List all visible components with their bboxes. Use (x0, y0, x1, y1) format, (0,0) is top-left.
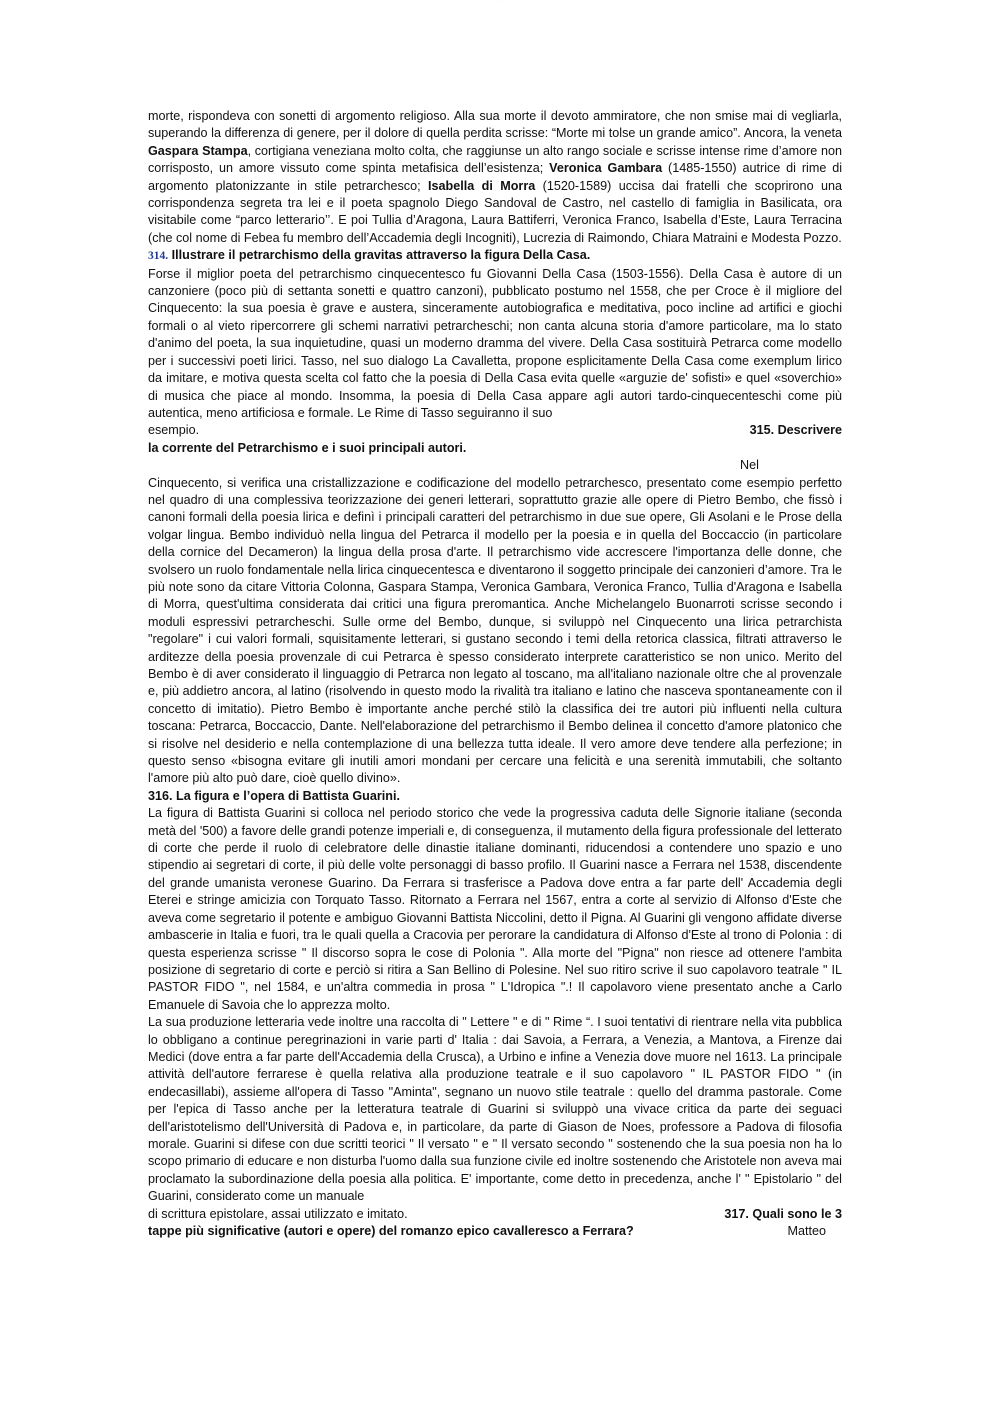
answer-316-part-2: La sua produzione letteraria vede inoltre una raccolta di " Lettere " e di " Rime “. I suoi tentativi di rientrare nella vita pubblica lo obbligano a continue peregrinazioni in varie parti d' Italia : dai Savoia, a Ferrara, a Venezia, a Mantova, a Firenze dai Medici (dove entra a far parte dell'Accademia della Crusca), a Urbino e infine a Venezia dove muore nel 1613. La principale attività dell'autore ferrarese è quella relativa alla produzione teatrale e il suo capolavoro " IL PASTOR FIDO " (in endecasillabi), assieme all'opera di Tasso "Aminta", segnano un nuovo stile teatrale : quello del dramma pastorale. Come per l'epica di Tasso anche per la letteratura teatrale di Guarini si sviluppò una vivace critica da parte dei seguaci dell'aristotelismo dell'Università di Padova e, in particolare, da parte di Giason de Noes, professore a Padova di filosofia morale. Guarini si difese con due scritti teorici " Il versato " e " Il versato secondo " sostenendo che la sua poesia non ha lo scopo primario di educare e non disturba l'uomo dalla sua funzione civile ed inoltre sostenendo che Aristotele non aveva mai proclamato la subordinazione della poesia alla politica. E' importante, come detto in precedenza, anche l' " Epistolario " del Guarini, considerato come un manuale (148, 1015, 842, 1204)
question-title: Illustrare il petrarchismo della gravitas attraverso la figura Della Casa. (171, 248, 591, 263)
answer-315: Cinquecento, si verifica una cristallizzazione e codificazione del modello petrarchesco, presentato come esempio perfetto nel quadro di una complessiva teorizzazione dei generi letterari, soprattutto grazie alle opere di Pietro Bembo, che fissò i canoni formali della poesia lirica e definì i principali caratteri del petrarchismo in due sue opere, Gli Asolani e le Prose della volgar lingua. Bembo individuò nella lingua del Petrarca il modello per la poesia e in quella del Boccaccio (in particolare della cornice del Decameron) la lingua della prosa d'arte. Il petrarchismo vide accrescere l'importanza delle donne, che svolsero un ruolo fondamentale nella lirica cinquecentesca e diventarono il soggetto principale dei canzonieri d’amore. Tra le più note sono da citare Vittoria Colonna, Gaspara Stampa, Veronica Gambara, Veronica Franco, Tullia d'Aragona e Isabella di Morra, quest'ultima considerata dai critici una figura preromantica. Anche Michelangelo Buonarroti scrisse secondo i moduli espressivi petrarcheschi. Sulle orme del Bembo, dunque, si sviluppò nel Cinquecento una lirica petrarchista "regolare" i cui valori formali, squisitamente letterari, si gustano secondo i temi della retorica classica, filtrati attraverso le arditezze della poesia provenzale di cui Petrarca è spesso considerato interprete caratteristico se non unico. Merito del Bembo è di aver considerato il linguaggio di Petrarca non legato al toscano, ma all'italiano nazionale oltre che al provenzale e, più addietro ancora, al latino (risolvendo in questo modo la rivalità tra italiano e latino che nasceva spontaneamente con il concetto di imitatio). Pietro Bembo è importante anche perché stilò la classifica dei tre autori più influenti nella cultura toscana: Petrarca, Boccaccio, Dante. Nell'elaborazione del petrarchismo il Bembo delinea il concetto d'amore platonico che si risolve nel desiderio e nella contemplazione di una bellezza tutta ideale. Il vero amore deve tendere alla perfezione; in questo senso «bisogna evitare gli inutili amori mondani per cercare una felicità e una serenità immutabili, che soltanto l'amore più alto può dare, cioè quello divino». (148, 475, 842, 786)
answer-317-lead: Matteo (787, 1224, 826, 1238)
answer-316-tail: di scrittura epistolare, assai utilizzato e imitato. 317. Quali sono le 3 (148, 1206, 842, 1223)
answer-315-lead: Nel (740, 458, 759, 473)
question-number: 314. (148, 250, 169, 263)
answer-314-tail: esempio. 315. Descrivere (148, 422, 842, 439)
name-veronica-gambara: Veronica Gambara (549, 161, 663, 176)
question-315-heading-start: 315. Descrivere (749, 423, 842, 438)
name-gaspara-stampa: Gaspara Stampa (148, 143, 248, 158)
page-header-mark: · · · · · (495, 0, 505, 3)
name-isabella-di-morra: Isabella di Morra (428, 178, 536, 193)
answer-316-part-1: La figura di Battista Guarini si colloca nel periodo storico che vede la progressiva caduta delle Signorie italiane (seconda metà del '500) a favore delle grandi potenze imperiali e, di conseguenza, il mutamento della figura professionale del letterato di corte che perde il ruolo di celebratore delle dinastie italiane dominanti, riducendosi a contendere uno spazio e uno stipendio ai segretari di corte, il più delle volte personaggi di basso profilo. Il Guarini nasce a Ferrara nel 1538, discendente del grande umanista veronese Guarino. Da Ferrara si trasferisce a Padova dove entra a far parte dell' Accademia degli Eterei e stringe amicizia con Torquato Tasso. Ritornato a Ferrara nel 1567, entra a corte al servizio di Alfonso d'Este che aveva come segretario il potente e ambiguo Giovanni Battista Niccolini, detto il Pigna. Al Guarini gli vengono affidate diverse ambascerie in Italia e fuori, tra le quali quella a Cracovia per perorare la candidatura di Alfonso d'Este al trono di Polonia : di questa esperienza scrisse " Il discorso sopra le cose di Polonia ". Alla morte del "Pigna" non riesce ad ottenere l'ambita posizione di segretario di corte e perciò si ritira a San Bellino di Polesine. Nel suo ritiro scrive il suo capolavoro teatrale " IL PASTOR FIDO ", nel 1584, e un'altra commedia in prosa " L'Idropica ".! Il capolavoro viene presentato anche a Carlo Emanuele di Savoia che lo apprezza molto. (148, 806, 842, 1012)
paragraph-petrarchiste: morte, rispondeva con sonetti di argomento religioso. Alla sua morte il devoto ammiratore, che non smise mai di vegliarla, superando la differenza di genere, per il dolore di quella perdita scrisse: “Morte mi tolse un grande amico”. Ancora, la veneta Gaspara Stampa, cortigiana veneziana molto colta, che raggiunse un alto rango sociale e scrisse intense rime d’amore non corrisposto, un amore vissuto come spinta metafisica dell’esistenza; Veronica Gambara (1485-1550) autrice di rime di argomento platonizzante in stile petrarchesco; Isabella di Morra (1520-1589) uccisa dai fratelli che scoprirono una corrispondenza segreta tra lei e il poeta spagnolo Diego Sandoval de Castro, nel castello di famiglia in Basilicata, ora visitabile come “parco letterario’’. E poi Tullia d’Aragona, Laura Battiferri, Veronica Franco, Isabella d’Este, Laura Terracina (che col nome di Febea fu membro dell’Accademia degli Incogniti), Lucrezia di Raimondo, Chiara Matraini e Modesta Pozzo. (148, 109, 842, 245)
question-317-heading-start: 317. Quali sono le 3 (724, 1206, 842, 1221)
question-315-heading: la corrente del Petrarchismo e i suoi principali autori. (148, 440, 467, 455)
question-314-heading (148, 247, 842, 265)
answer-314: Forse il miglior poeta del petrarchismo cinquecentesco fu Giovanni Della Casa (1503-1556). Della Casa è autore di un canzoniere (poco più di settanta sonetti e quattro canzoni), pubblicato postumo nel 1558, che per Croce è il migliore del Cinquecento: la sua poesia è grave e austera, sinceramente autobiografica e meditativa, poco incline ad artifici e giochi formali o al vieto ripercorrere gli schemi narrativi petrarcheschi; non canta alcuna storia d'amore particolare, ma lo stato d'animo del poeta, la sua inquietudine, quasi un moderno dramma del vivere. Della Casa sostituirà Petrarca come modello per i successivi poeti lirici. Tasso, nel suo dialogo La Cavalletta, propone esplicitamente Della Casa come exemplum lirico da imitare, e motiva questa scelta col fatto che la poesia di Della Casa evita quelle «arguzie de' sofisti» e quel «soverchio» di musica che piace al mondo. Insomma, la poesia di Della Casa appare agli autori tardo-cinquecenteschi come più autentica, meno artificiosa e formale. Le Rime di Tasso seguiranno il suo (148, 266, 842, 420)
question-317-heading: tappe più significative (autori e opere) del romanzo epico cavalleresco a Ferrara? Matteo (148, 1223, 842, 1240)
question-316-heading: 316. La figura e l’opera di Battista Guarini. (148, 788, 400, 803)
document-body (148, 108, 842, 1240)
